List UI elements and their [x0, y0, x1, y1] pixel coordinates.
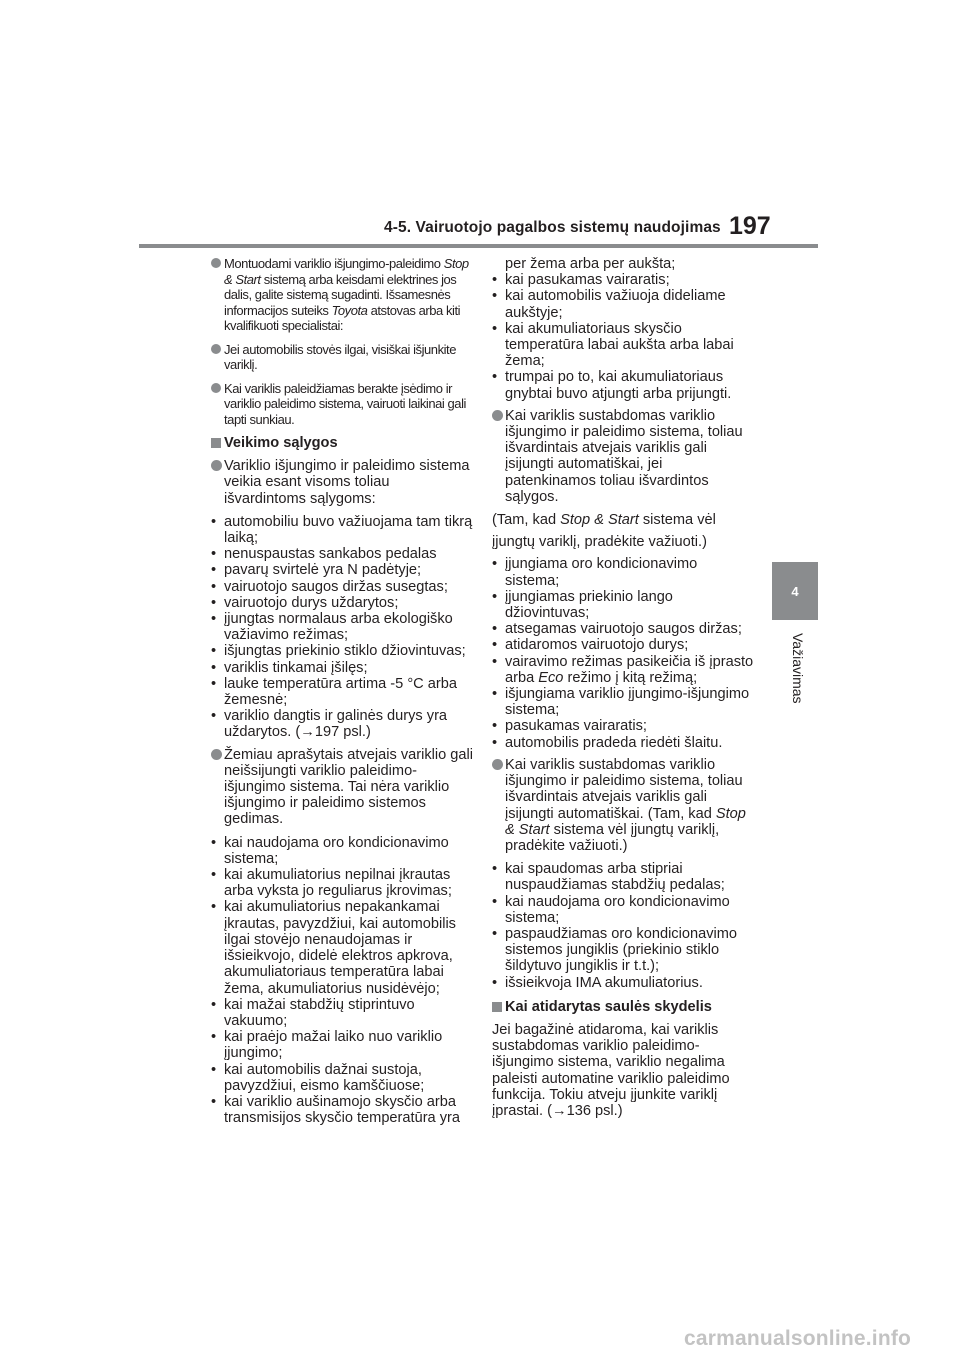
- chapter-tab: [772, 562, 818, 620]
- heading-square-icon: [492, 1002, 502, 1012]
- bullet-dot-icon: [211, 460, 222, 471]
- list-item: • išjungiama variklio įjungimo-išjungimo sistema;: [492, 686, 754, 718]
- heading-square-icon: [211, 438, 221, 448]
- restart-list: [492, 556, 754, 750]
- para-may-not-stop: Žemiau aprašytais atvejais variklio gali neišsijungti variklio paleidimo-išjungimo sistema. Tai nėra variklio išjungimo ir paleidimo sistemos gedimas.: [211, 747, 473, 828]
- note-keyless-start: Kai variklis paleidžiamas berakte įsėdimo ir variklio paleidimo sistema, vairuoti laikinai gali tapti sunkiau.: [211, 381, 473, 428]
- list-item: • pasukamas vairaratis;: [492, 718, 754, 734]
- list-item: • įjungiama oro kondicionavimo sistema;: [492, 556, 754, 588]
- list-item: • kai akumuliatorius nepilnai įkrautas arba vyksta jo reguliarus įkrovimas;: [211, 867, 473, 899]
- list-item: • kai mažai stabdžių stiprintuvo vakuumo;: [211, 997, 473, 1029]
- bullet-dot-icon: [492, 410, 503, 421]
- arrow-right-icon: →: [300, 724, 315, 741]
- list-item: • atidaromos vairuotojo durys;: [492, 637, 754, 653]
- para-auto-restart-2: Kai variklis sustabdomas variklio išjungimo ir paleidimo sistema, toliau išvardintais atvejais variklis gali įsijungti automatiškai. (Tam, kad Stop & Start sistema vėl įjungtų variklį, pradėkite važiuoti.): [492, 757, 754, 854]
- heading-operating-conditions: Veikimo sąlygos: [211, 435, 473, 451]
- list-item: • išsieikvoja IMA akumuliatorius.: [492, 975, 754, 991]
- para-trunk-open: Jei bagažinė atidaroma, kai variklis sustabdomas variklio paleidimo-išjungimo sistema, variklio negalima paleisti automatine variklio paleidimo funkcija. Tokiu atveju įjunkite variklį įprastai. (→136 psl.): [492, 1021, 730, 1119]
- bullet-dot-icon: [211, 344, 221, 354]
- bullet-dot-icon: [211, 749, 222, 760]
- list-item: • įjungtas normalaus arba ekologiško važiavimo režimas;: [211, 611, 473, 643]
- chapter-label: Važiavimas: [790, 633, 806, 704]
- list-item: • kai pasukamas vairaratis;: [492, 272, 754, 288]
- list-item: • įjungiamas priekinio lango džiovintuvas;: [492, 589, 754, 621]
- arrow-right-icon: →: [552, 1102, 567, 1119]
- left-column: [211, 256, 473, 1126]
- list-item: • nenuspaustas sankabos pedalas: [211, 546, 473, 562]
- list-continuation: per žema arba per aukšta;: [505, 256, 676, 272]
- list-item: • pavarų svirtelė yra N padėtyje;: [211, 562, 473, 578]
- list-item: • kai variklio aušinamojo skysčio arba transmisijos skysčio temperatūra yra: [211, 1094, 473, 1126]
- list-item: • vairuotojo durys uždarytos;: [211, 595, 473, 611]
- list-item: • atsegamas vairuotojo saugos diržas;: [492, 621, 754, 637]
- watermark: carmanualsonline.info: [684, 1327, 912, 1350]
- list-item: • kai akumuliatoriaus skysčio temperatūra labai aukšta arba labai žema;: [492, 321, 754, 370]
- list-item: • kai naudojama oro kondicionavimo sistema;: [211, 835, 473, 867]
- bullet-dot-icon: [211, 258, 221, 268]
- list-item: • kai praėjo mažai laiko nuo variklio įjungimo;: [211, 1029, 473, 1061]
- right-column: [492, 256, 754, 1119]
- restart-note-2: įjungtų variklį, pradėkite važiuoti.): [492, 534, 707, 551]
- list-item: • automobilis pradeda riedėti šlaitu.: [492, 735, 754, 751]
- note-long-parking: Jei automobilis stovės ilgai, visiškai išjunkite variklį.: [211, 342, 473, 373]
- list-item: • automobiliu buvo važiuojama tam tikrą laiką;: [211, 514, 473, 546]
- list-item: • variklio dangtis ir galinės durys yra uždarytos. (→197 psl.): [211, 708, 473, 740]
- restart-list-2: [492, 861, 754, 991]
- chapter-number: 4: [791, 583, 799, 599]
- header-rule: [139, 244, 818, 248]
- page-reference[interactable]: 197 psl.): [314, 724, 371, 741]
- page-reference[interactable]: 136 psl.): [566, 1102, 623, 1119]
- para-auto-restart: Kai variklis sustabdomas variklio išjungimo ir paleidimo sistema, toliau išvardintais atvejais variklis gali įsijungti automatiškai, jei patenkinamos toliau išvardintos sąlygos.: [492, 408, 754, 505]
- list-item: • variklis tinkamai įšilęs;: [211, 660, 473, 676]
- bullet-dot-icon: [211, 383, 221, 393]
- page-number: 197: [729, 212, 771, 240]
- restart-note: (Tam, kad Stop & Start sistema vėl: [492, 512, 716, 529]
- para-conditions-intro: Variklio išjungimo ir paleidimo sistema veikia esant visoms toliau išvardintoms sąlygoms:: [211, 458, 473, 507]
- list-item: • kai naudojama oro kondicionavimo sistema;: [492, 894, 754, 926]
- heading-sun-panel-open: Kai atidarytas saulės skydelis: [492, 999, 754, 1015]
- conditions-list: [211, 514, 473, 741]
- exceptions-list: [211, 835, 473, 1127]
- list-item: • kai automobilis dažnai sustoja, pavyzdžiui, eismo kamščiuose;: [211, 1062, 473, 1094]
- list-item: • vairuotojo saugos diržas susegtas;: [211, 579, 473, 595]
- list-item: • paspaudžiamas oro kondicionavimo sistemos jungiklis (priekinio stiklo šildytuvo jungiklis ir t.t.);: [492, 926, 754, 975]
- list-item: • kai automobilis važiuoja dideliame aukštyje;: [492, 288, 754, 320]
- list-item: • vairavimo režimas pasikeičia iš įprasto arba Eco režimo į kitą režimą;: [492, 654, 754, 686]
- list-item: • lauke temperatūra artima -5 °C arba žemesnė;: [211, 676, 473, 708]
- list-item: • kai spaudomas arba stipriai nuspaudžiamas stabdžių pedalas;: [492, 861, 754, 893]
- bullet-dot-icon: [492, 759, 503, 770]
- list-item: • išjungtas priekinio stiklo džiovintuvas;: [211, 643, 473, 659]
- section-title: 4-5. Vairuotojo pagalbos sistemų naudojimas: [384, 219, 721, 236]
- list-item: • trumpai po to, kai akumuliatoriaus gnybtai buvo atjungti arba prijungti.: [492, 369, 754, 401]
- note-install: Montuodami variklio išjungimo-paleidimo Stop & Start sistemą arba keisdami elektrines jos dalis, galite sistemą sugadinti. Išsamesnės informacijos suteiks Toyota atstovas arba kiti kvalifikuoti specialistai:: [211, 256, 473, 334]
- exceptions-list-continued: [492, 272, 754, 402]
- list-item: • kai akumuliatorius nepakankamai įkrautas, pavyzdžiui, kai automobilis ilgai stovėjo nenaudojamas ir išsieikvojo, didelė elektros apkrova, akumuliatoriaus temperatūra labai žema, akumuliatorius nusidėvėjo;: [211, 899, 473, 996]
